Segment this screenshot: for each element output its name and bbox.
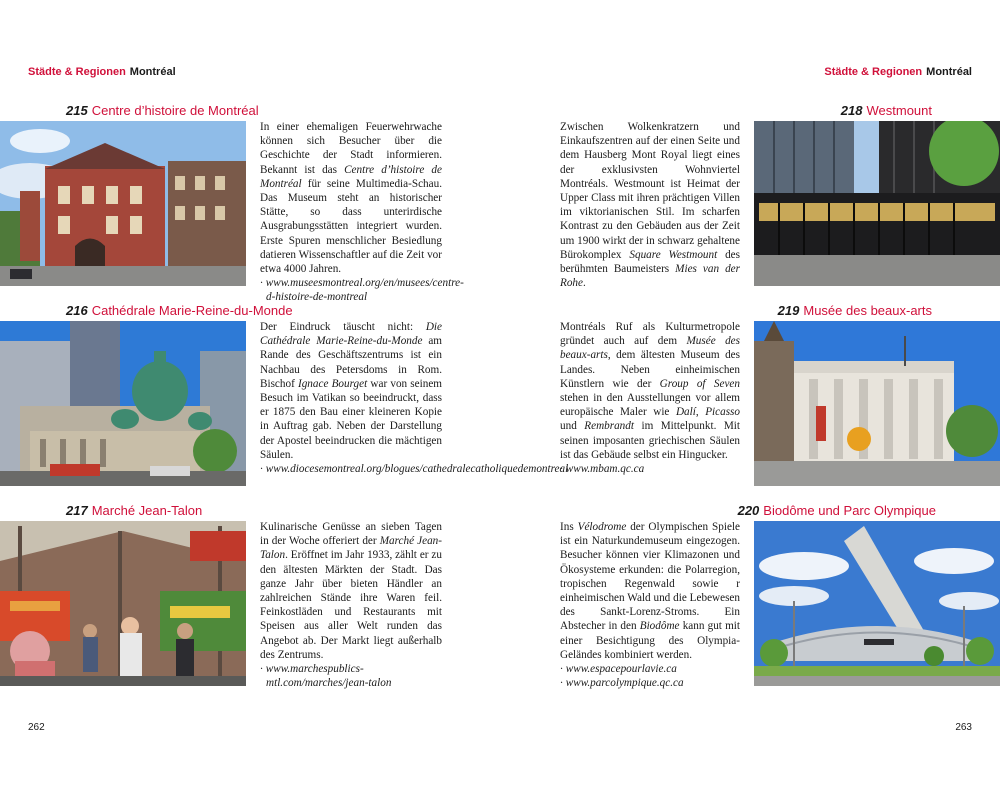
entry-name: Marché Jean-Talon bbox=[91, 503, 203, 518]
photo-musee-beaux-arts bbox=[754, 321, 1000, 486]
entry-body bbox=[560, 120, 740, 290]
entry-number: 216 bbox=[66, 303, 88, 318]
entry-number: 219 bbox=[777, 303, 800, 318]
website-link[interactable]: · www.marchespublics-mtl.com/marches/jean-talon bbox=[260, 662, 442, 690]
page-number-right: 263 bbox=[955, 722, 972, 733]
entry-body bbox=[260, 320, 569, 476]
entry-number: 218 bbox=[840, 103, 863, 118]
header-city: Montréal bbox=[926, 66, 972, 78]
entry-title bbox=[738, 503, 936, 519]
entry-name: Cathédrale Marie-Reine-du-Monde bbox=[91, 303, 293, 318]
running-header-left bbox=[28, 66, 176, 78]
photo-marche bbox=[0, 521, 246, 686]
header-section: Städte & Regionen bbox=[824, 66, 923, 78]
entry-number: 217 bbox=[66, 503, 88, 518]
entry-text: Montréals Ruf als Kulturmetropole gründet auch auf dem Musée des beaux-arts, dem ältesten Museum des Landes. Neben einheimischen Künstlern wie der Group of Seven stehen in den Ausstellungen vor allem europäische Maler wie Dalí, Picasso und Rembrandt im Mittelpunkt. Mit seinen imposanten griechischen Säulen ist das Gebäude selbst ein Hingucker. bbox=[560, 321, 741, 461]
website-link[interactable]: · www.espacepourlavie.ca bbox=[560, 662, 740, 676]
header-section: Städte & Regionen bbox=[28, 66, 126, 78]
entry-name: Biodôme und Parc Olympique bbox=[763, 503, 936, 518]
entry-text: In einer ehemaligen Feuerwehrwache können sich Besucher über die Geschichte der Stadt informieren. Bekannt ist das Centre d’histoire de Montréal für seine Multimedia-Schau. Das Museum steht an historischer Stätte, so dass unterirdische Ausgrabungsstätten integriert wurden. Erste Spuren menschlicher Besiedlung datieren Wissenschaftler auf die Zeit vor etwa 4000 Jahren. bbox=[260, 121, 442, 276]
website-link[interactable]: · www.diocesemontreal.org/blogues/cathedralecatholiquedemontreal bbox=[260, 462, 442, 476]
photo-cathedrale bbox=[0, 321, 246, 486]
website-link[interactable]: · www.mbam.qc.ca bbox=[560, 462, 740, 476]
entry-text: Ins Vélodrome der Olympischen Spiele ist ein Naturkundemuseum eingezogen. Besucher können vier Klimazonen und Ökosysteme erkunden: die Polarregion, tropischen Regenwald sowie r einheimischen Wald und die Lebewesen des Sankt-Lorenz-Stroms. Ein Abstecher in den Biodôme kann gut mit einer Besichtigung des Olympia-Geländes kombiniert werden. bbox=[560, 521, 740, 661]
entry-title bbox=[66, 103, 259, 119]
entry-title bbox=[66, 503, 202, 519]
photo-centre-histoire bbox=[0, 121, 246, 286]
entry-text: Kulinarische Genüsse an sieben Tagen in der Woche offeriert der Marché Jean-Talon. Eröffnet im Jahr 1933, zählt er zu den ältesten Märkten der Stadt. Das ganze Jahr über bieten Händler an zahlreichen Stände ihre Waren feil. Feinkostläden und Restaurants mit Speisen aus aller Welt runden das Angebot ab. Der Markt liegt außerhalb des Zentrums. bbox=[260, 521, 442, 661]
entry-title bbox=[841, 103, 932, 119]
entry-name: Westmount bbox=[866, 103, 932, 118]
entry-name: Musée des beaux-arts bbox=[803, 303, 932, 318]
entry-name: Centre d’histoire de Montréal bbox=[91, 103, 259, 118]
entry-number: 220 bbox=[737, 503, 760, 518]
entry-body bbox=[260, 520, 442, 690]
website-link[interactable]: · www.museesmontreal.org/en/musees/centre-d-histoire-de-montreal bbox=[260, 276, 442, 304]
page-number-left: 262 bbox=[28, 722, 45, 733]
entry-title bbox=[778, 303, 932, 319]
entry-text: Zwischen Wolkenkratzern und Einkaufszentren auf der einen Seite und dem Hausberg Mont Royal liegt eines der exklusivsten Wohnviertel Montréals. Westmount ist Heimat der Upper Class mit ihren prächtigen Villen im viktorianischen Stil. Im scharfen Kontrast zu den Gebäuden aus der Zeit um 1900 wirkt der in schwarz gehaltene Bürokomplex Square Westmount des berühmten Baumeisters Mies van der Rohe. bbox=[560, 121, 740, 290]
photo-westmount bbox=[754, 121, 1000, 286]
entry-body bbox=[560, 520, 740, 690]
entry-title bbox=[66, 303, 293, 319]
entry-body bbox=[260, 120, 464, 305]
header-city: Montréal bbox=[129, 66, 176, 78]
website-link[interactable]: · www.parcolympique.qc.ca bbox=[560, 676, 740, 690]
entry-text: Der Eindruck täuscht nicht: Die Cathédrale Marie-Reine-du-Monde am Rande des Geschäftszentrums ist ein Nachbau des Petersdoms in Rom. Bischof Ignace Bourget war von seinem Besuch im Vatikan so beeindruckt, dass er 1875 den Bau einer kleineren Kopie in Auftrag gab. Neben der Darstellung der Apostel beeindrucken die mächtigen Säulen. bbox=[260, 321, 442, 461]
entry-body bbox=[560, 320, 740, 476]
running-header-right bbox=[824, 66, 972, 78]
entry-number: 215 bbox=[66, 103, 88, 118]
photo-biodome bbox=[754, 521, 1000, 686]
